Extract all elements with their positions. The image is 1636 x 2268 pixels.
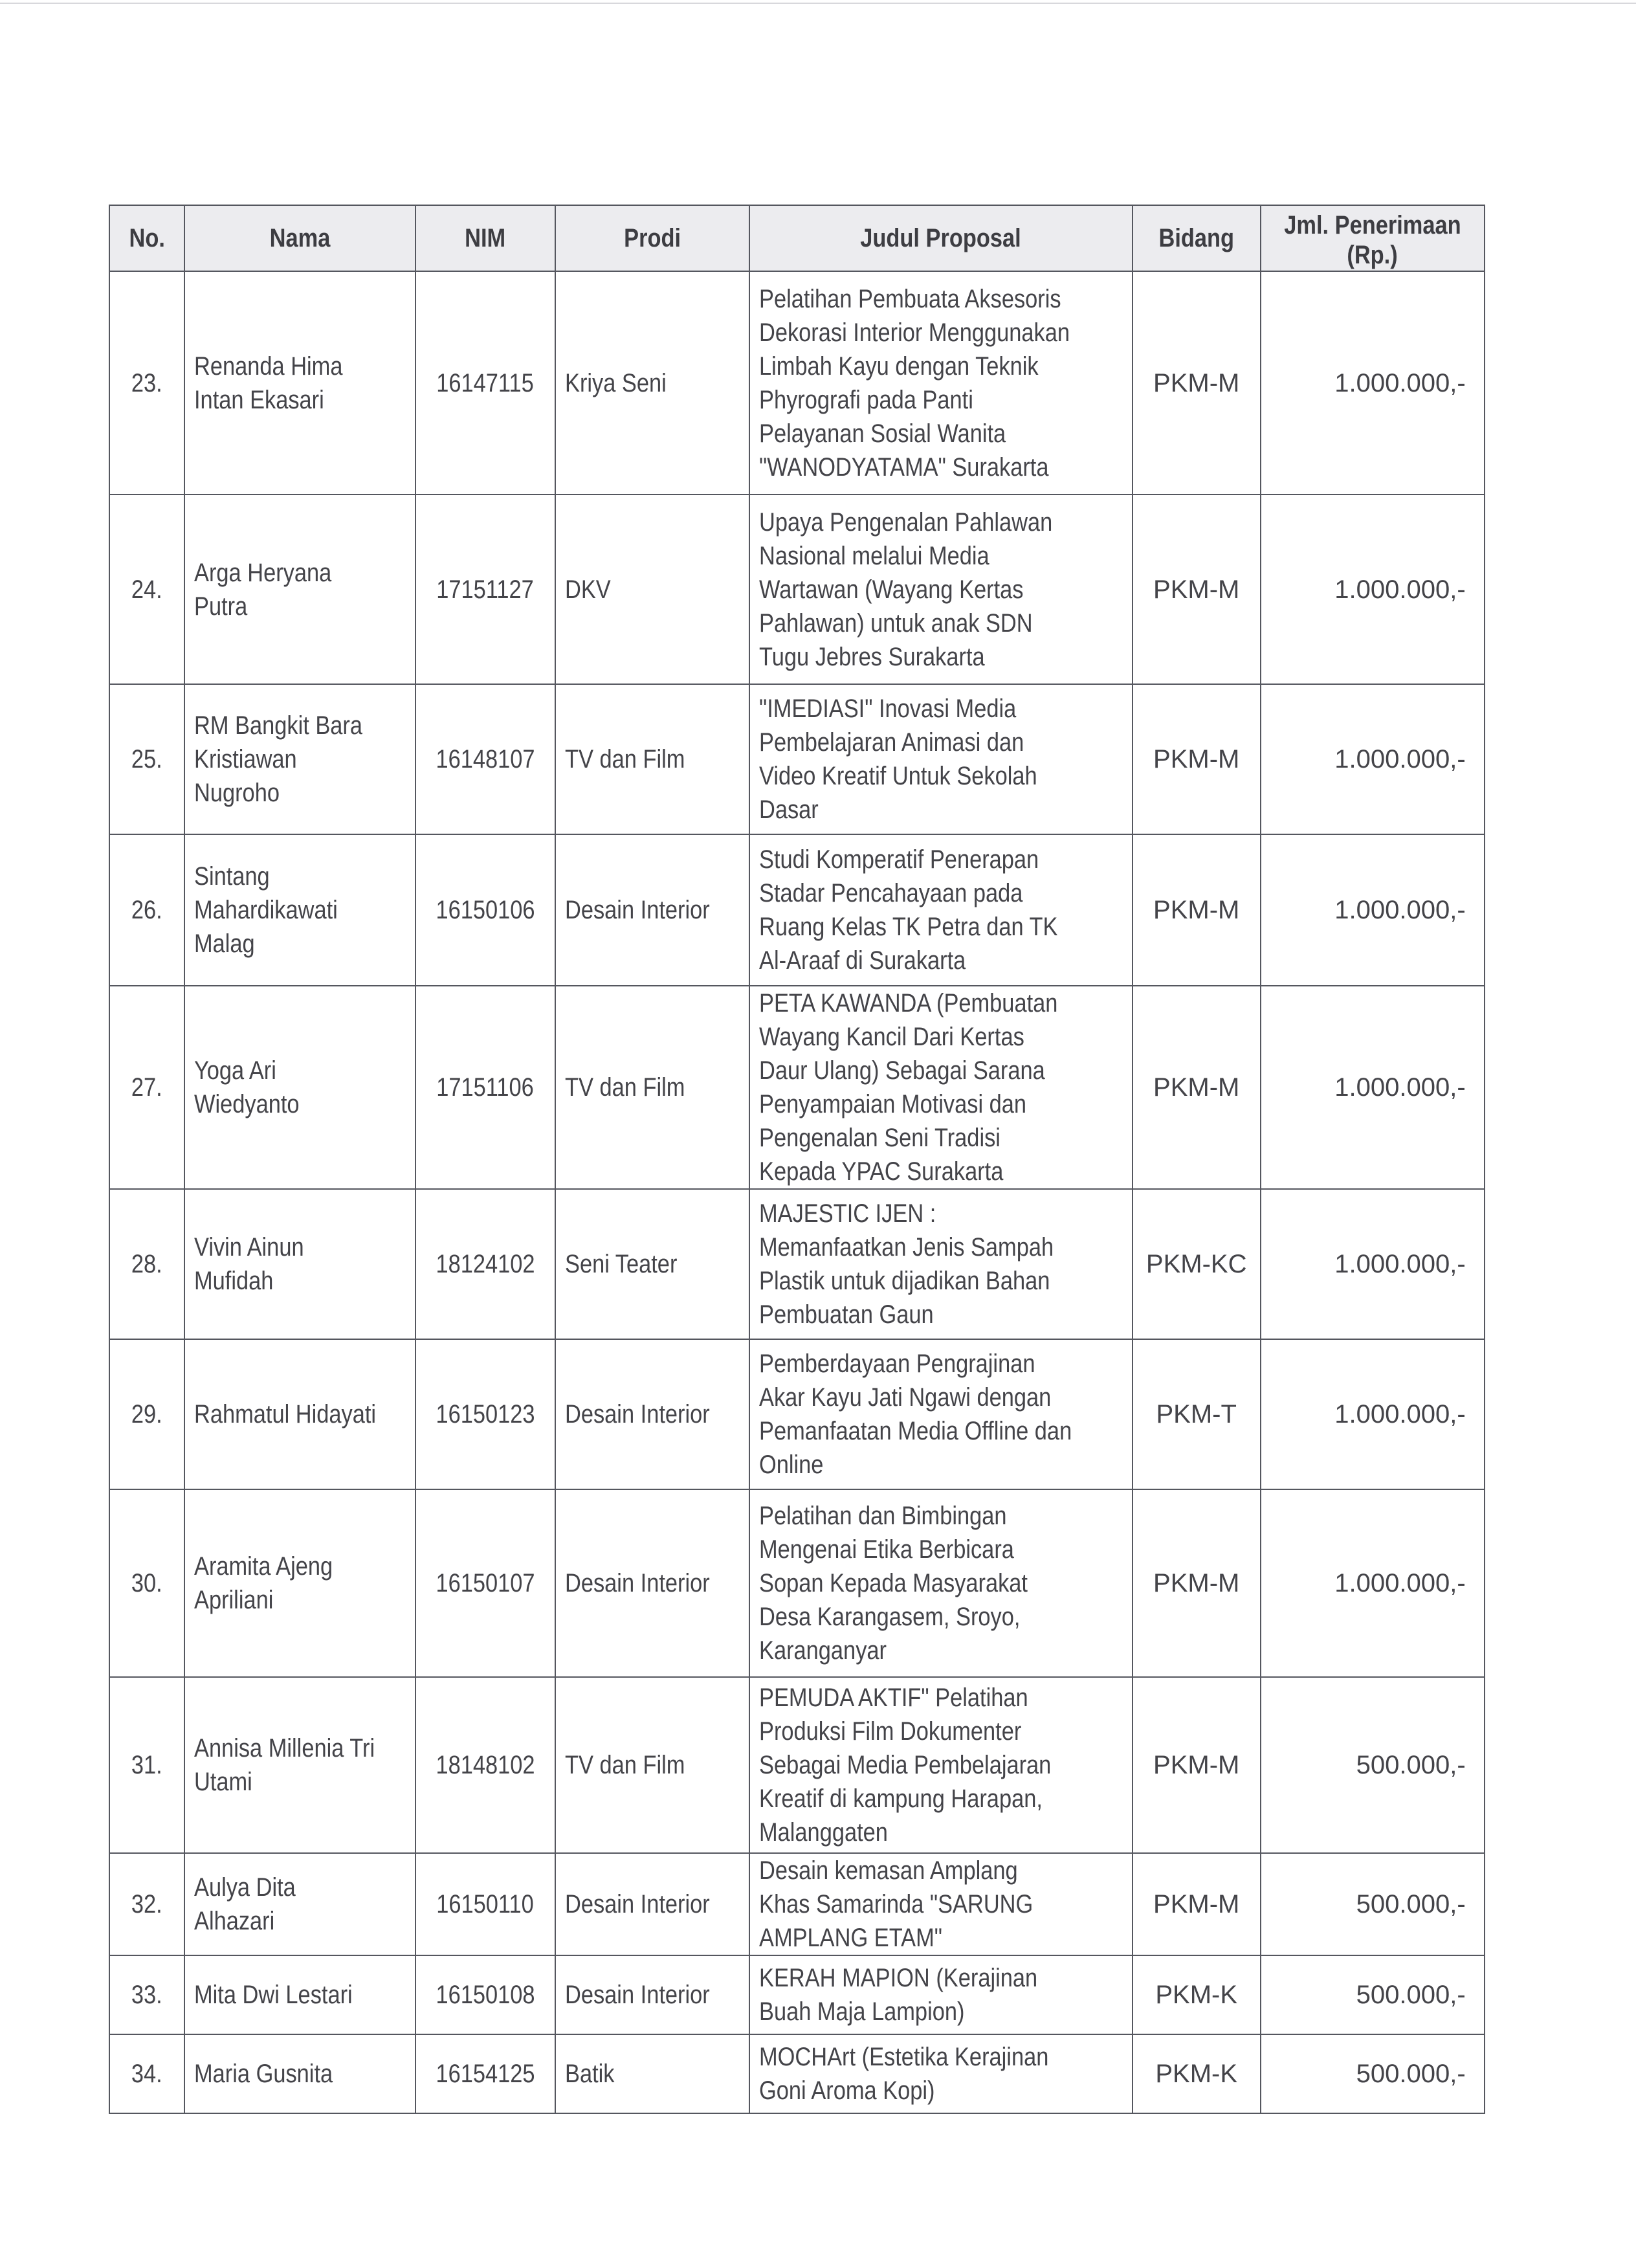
cell-no <box>109 1955 184 2034</box>
cell-no-text: 32. <box>131 1890 162 1918</box>
cell-no <box>109 1489 184 1677</box>
cell-jml-penerimaan <box>1261 1853 1485 1955</box>
table-row <box>109 1955 1485 2034</box>
cell-prodi <box>555 834 749 986</box>
cell-jml-penerimaan-text: 1.000.000,- <box>1334 745 1466 773</box>
cell-no <box>109 1339 184 1489</box>
cell-jml-penerimaan-text: 500.000,- <box>1356 1981 1466 2009</box>
cell-prodi-text: TV dan Film <box>564 1073 685 1102</box>
cell-judul-proposal-line: Desa Karangasem, Sroyo, <box>758 1603 1021 1631</box>
cell-judul-proposal <box>749 986 1133 1189</box>
cell-bidang-text: PKM-T <box>1156 1400 1237 1429</box>
cell-bidang-text: PKM-M <box>1153 575 1240 604</box>
cell-no <box>109 495 184 684</box>
cell-judul-proposal-line: Pembelajaran Animasi dan <box>758 728 1024 757</box>
cell-nim <box>415 1489 555 1677</box>
table-row <box>109 1853 1485 1955</box>
cell-bidang <box>1133 1189 1261 1339</box>
cell-nama-line: Nugroho <box>194 779 280 807</box>
cell-prodi <box>555 1677 749 1853</box>
cell-jml-penerimaan <box>1261 1955 1485 2034</box>
cell-nama-line: RM Bangkit Bara <box>194 711 363 740</box>
cell-jml-penerimaan <box>1261 684 1485 834</box>
cell-jml-penerimaan <box>1261 495 1485 684</box>
cell-nama <box>184 1677 415 1853</box>
cell-prodi-text: Desain Interior <box>564 1569 710 1597</box>
cell-judul-proposal-line: Video Kreatif Untuk Sekolah <box>758 762 1037 790</box>
cell-judul-proposal-line: MOCHArt (Estetika Kerajinan <box>758 2043 1049 2071</box>
cell-nama-line: Vivin Ainun <box>194 1233 304 1262</box>
cell-no <box>109 271 184 495</box>
cell-nama <box>184 1189 415 1339</box>
cell-bidang-text: PKM-M <box>1153 1890 1240 1918</box>
cell-judul-proposal-line: Pemberdayaan Pengrajinan <box>758 1350 1035 1378</box>
cell-bidang-text: PKM-M <box>1153 745 1240 773</box>
cell-nim <box>415 1955 555 2034</box>
cell-judul-proposal <box>749 1955 1133 2034</box>
cell-prodi <box>555 1339 749 1489</box>
cell-prodi-text: TV dan Film <box>564 745 685 773</box>
cell-prodi <box>555 1189 749 1339</box>
cell-prodi-text: Kriya Seni <box>564 368 667 397</box>
cell-nim <box>415 986 555 1189</box>
cell-judul-proposal-line: "WANODYATAMA" Surakarta <box>758 452 1049 482</box>
cell-nim <box>415 495 555 684</box>
cell-nim-text: 18124102 <box>436 1250 535 1278</box>
header-nama: Nama <box>184 205 415 271</box>
cell-nim-text: 16150107 <box>436 1569 535 1597</box>
header-bidang: Bidang <box>1133 205 1261 271</box>
header-jml-penerimaan: Jml. Penerimaan (Rp.) <box>1261 205 1485 271</box>
cell-nama <box>184 495 415 684</box>
cell-prodi-text: Desain Interior <box>564 1400 710 1429</box>
cell-bidang <box>1133 1339 1261 1489</box>
cell-jml-penerimaan-text: 500.000,- <box>1356 1751 1466 1779</box>
cell-nim <box>415 1189 555 1339</box>
cell-bidang <box>1133 1677 1261 1853</box>
cell-jml-penerimaan-text: 500.000,- <box>1356 2060 1466 2088</box>
cell-nim <box>415 271 555 495</box>
cell-nim <box>415 1677 555 1853</box>
cell-nama-line: Yoga Ari <box>194 1056 276 1085</box>
cell-bidang <box>1133 684 1261 834</box>
cell-nim <box>415 1339 555 1489</box>
cell-no-text: 29. <box>131 1400 162 1429</box>
cell-judul-proposal <box>749 2034 1133 2113</box>
cell-prodi <box>555 1853 749 1955</box>
cell-nama-line: Arga Heryana <box>194 558 332 587</box>
cell-no <box>109 684 184 834</box>
cell-judul-proposal <box>749 1189 1133 1339</box>
table-row <box>109 271 1485 495</box>
cell-judul-proposal-line: Pembuatan Gaun <box>758 1300 934 1329</box>
cell-judul-proposal-line: Pahlawan) untuk anak SDN <box>758 608 1033 638</box>
cell-no-text: 24. <box>131 575 162 604</box>
cell-judul-proposal-line: Dekorasi Interior Menggunakan <box>758 318 1070 347</box>
cell-nama-line: Rahmatul Hidayati <box>194 1400 377 1429</box>
cell-prodi <box>555 495 749 684</box>
cell-prodi-text: Desain Interior <box>564 1981 710 2009</box>
cell-judul-proposal-line: Buah Maja Lampion) <box>758 1997 965 2026</box>
table-header-row <box>109 205 1485 271</box>
cell-bidang <box>1133 271 1261 495</box>
cell-bidang-text: PKM-K <box>1155 1981 1238 2009</box>
cell-judul-proposal-line: Phyrografi pada Panti <box>758 385 973 414</box>
cell-no-text: 31. <box>131 1751 162 1779</box>
cell-prodi <box>555 684 749 834</box>
cell-nama-line: Alhazari <box>194 1907 275 1935</box>
cell-nama <box>184 1853 415 1955</box>
cell-judul-proposal <box>749 1489 1133 1677</box>
cell-jml-penerimaan <box>1261 986 1485 1189</box>
cell-nim-text: 16150108 <box>436 1981 535 2009</box>
cell-jml-penerimaan <box>1261 2034 1485 2113</box>
cell-nim-text: 17151106 <box>436 1073 535 1102</box>
cell-no-text: 23. <box>131 368 162 397</box>
cell-judul-proposal <box>749 495 1133 684</box>
cell-judul-proposal-line: Karanganyar <box>758 1636 887 1665</box>
cell-judul-proposal-line: Penyampaian Motivasi dan <box>758 1090 1026 1118</box>
cell-jml-penerimaan <box>1261 271 1485 495</box>
cell-judul-proposal <box>749 684 1133 834</box>
cell-nama-line: Mufidah <box>194 1267 274 1295</box>
cell-nama-line: Renanda Hima <box>194 351 343 381</box>
table-row <box>109 2034 1485 2113</box>
cell-prodi <box>555 2034 749 2113</box>
cell-nama-line: Putra <box>194 592 248 621</box>
cell-judul-proposal-line: Al-Araaf di Surakarta <box>758 946 966 975</box>
cell-no <box>109 834 184 986</box>
cell-no-text: 30. <box>131 1569 162 1597</box>
cell-no <box>109 1853 184 1955</box>
cell-nama <box>184 684 415 834</box>
cell-bidang-text: PKM-KC <box>1145 1250 1247 1278</box>
cell-jml-penerimaan-text: 1.000.000,- <box>1334 1073 1466 1102</box>
cell-judul-proposal-line: Khas Samarinda "SARUNG <box>758 1890 1034 1918</box>
cell-jml-penerimaan <box>1261 834 1485 986</box>
cell-nama-line: Mita Dwi Lestari <box>194 1981 353 2009</box>
cell-judul-proposal-line: Pelayanan Sosial Wanita <box>758 419 1006 448</box>
cell-judul-proposal <box>749 1339 1133 1489</box>
cell-judul-proposal-line: MAJESTIC IJEN : <box>758 1199 936 1228</box>
cell-bidang <box>1133 1955 1261 2034</box>
cell-nim-text: 16148107 <box>436 745 535 773</box>
table-body <box>109 271 1485 2113</box>
cell-prodi <box>555 1955 749 2034</box>
cell-judul-proposal <box>749 271 1133 495</box>
table-row <box>109 1189 1485 1339</box>
cell-judul-proposal-line: Pelatihan Pembuata Aksesoris <box>758 284 1061 313</box>
page-top-edge <box>0 3 1636 4</box>
cell-nama-line: Aulya Dita <box>194 1873 296 1902</box>
cell-nim-text: 16150110 <box>436 1890 535 1918</box>
cell-nama <box>184 986 415 1189</box>
cell-judul-proposal-line: Produksi Film Dokumenter <box>758 1717 1022 1746</box>
cell-nim-text: 16150123 <box>436 1400 535 1429</box>
cell-nama-line: Annisa Millenia Tri <box>194 1734 375 1762</box>
cell-jml-penerimaan <box>1261 1489 1485 1677</box>
cell-judul-proposal-line: Sopan Kepada Masyarakat <box>758 1569 1028 1597</box>
header-judul-proposal: Judul Proposal <box>749 205 1133 271</box>
cell-no-text: 33. <box>131 1981 162 2009</box>
cell-no-text: 27. <box>131 1073 162 1102</box>
cell-nim-text: 16154125 <box>436 2060 535 2088</box>
table-row <box>109 1677 1485 1853</box>
cell-bidang <box>1133 495 1261 684</box>
cell-bidang <box>1133 986 1261 1189</box>
cell-prodi <box>555 271 749 495</box>
cell-nim-text: 17151127 <box>436 575 535 604</box>
table-row <box>109 834 1485 986</box>
cell-judul-proposal-line: Ruang Kelas TK Petra dan TK <box>758 913 1058 941</box>
header-no: No. <box>109 205 184 271</box>
cell-judul-proposal-line: Daur Ulang) Sebagai Sarana <box>758 1056 1045 1085</box>
cell-judul-proposal-line: Dasar <box>758 795 819 824</box>
cell-nama-line: Kristiawan <box>194 745 297 773</box>
cell-nama-line: Wiedyanto <box>194 1090 300 1118</box>
cell-jml-penerimaan-text: 1.000.000,- <box>1334 1569 1466 1597</box>
cell-nama-line: Mahardikawati <box>194 896 338 924</box>
cell-no-text: 34. <box>131 2060 162 2088</box>
cell-no <box>109 1677 184 1853</box>
cell-judul-proposal <box>749 834 1133 986</box>
cell-jml-penerimaan-text: 1.000.000,- <box>1334 896 1466 924</box>
cell-judul-proposal-line: PETA KAWANDA (Pembuatan <box>758 989 1058 1017</box>
cell-nama <box>184 2034 415 2113</box>
cell-nama-line: Apriliani <box>194 1586 274 1614</box>
cell-nama <box>184 1489 415 1677</box>
cell-jml-penerimaan-text: 500.000,- <box>1356 1890 1466 1918</box>
cell-bidang-text: PKM-K <box>1155 2060 1238 2088</box>
table-row <box>109 1339 1485 1489</box>
cell-jml-penerimaan-text: 1.000.000,- <box>1334 368 1466 397</box>
cell-judul-proposal-line: Plastik untuk dijadikan Bahan <box>758 1267 1050 1295</box>
cell-no-text: 28. <box>131 1250 162 1278</box>
cell-bidang-text: PKM-M <box>1153 1751 1240 1779</box>
cell-nama-line: Utami <box>194 1768 252 1796</box>
cell-nim <box>415 2034 555 2113</box>
cell-prodi-text: DKV <box>564 575 611 604</box>
cell-nim-text: 16147115 <box>436 368 535 397</box>
cell-bidang <box>1133 1489 1261 1677</box>
cell-judul-proposal-line: Nasional melalui Media <box>758 541 989 570</box>
funding-recipients-table <box>109 205 1485 2114</box>
cell-jml-penerimaan-text: 1.000.000,- <box>1334 575 1466 604</box>
cell-jml-penerimaan <box>1261 1189 1485 1339</box>
cell-nama-line: Sintang <box>194 862 270 891</box>
table-row <box>109 986 1485 1189</box>
cell-judul-proposal-line: Pengenalan Seni Tradisi <box>758 1124 1000 1152</box>
header-prodi: Prodi <box>555 205 749 271</box>
cell-judul-proposal-line: Akar Kayu Jati Ngawi dengan <box>758 1383 1052 1412</box>
table-row <box>109 684 1485 834</box>
cell-judul-proposal-line: "IMEDIASI" Inovasi Media <box>758 695 1017 723</box>
table-row <box>109 1489 1485 1677</box>
cell-nama <box>184 1339 415 1489</box>
cell-nim <box>415 834 555 986</box>
cell-prodi-text: Seni Teater <box>564 1250 678 1278</box>
cell-judul-proposal-line: Stadar Pencahayaan pada <box>758 879 1023 907</box>
cell-no-text: 25. <box>131 745 162 773</box>
cell-jml-penerimaan <box>1261 1339 1485 1489</box>
cell-judul-proposal-line: Limbah Kayu dengan Teknik <box>758 351 1039 381</box>
cell-no <box>109 1189 184 1339</box>
cell-nama-line: Maria Gusnita <box>194 2060 333 2088</box>
cell-judul-proposal-line: Pelatihan dan Bimbingan <box>758 1502 1007 1530</box>
table-row <box>109 495 1485 684</box>
cell-no-text: 26. <box>131 896 162 924</box>
cell-bidang-text: PKM-M <box>1153 1569 1240 1597</box>
cell-jml-penerimaan-text: 1.000.000,- <box>1334 1400 1466 1429</box>
cell-nim <box>415 684 555 834</box>
cell-prodi-text: Desain Interior <box>564 1890 710 1918</box>
cell-judul-proposal-line: Sebagai Media Pembelajaran <box>758 1751 1052 1779</box>
header-nim: NIM <box>415 205 555 271</box>
cell-nama <box>184 271 415 495</box>
cell-no <box>109 986 184 1189</box>
cell-nim-text: 18148102 <box>436 1751 535 1779</box>
cell-nama <box>184 1955 415 2034</box>
cell-prodi-text: TV dan Film <box>564 1751 685 1779</box>
cell-jml-penerimaan-text: 1.000.000,- <box>1334 1250 1466 1278</box>
cell-judul-proposal-line: Kreatif di kampung Harapan, <box>758 1784 1043 1813</box>
cell-judul-proposal-line: Malanggaten <box>758 1818 888 1847</box>
cell-prodi <box>555 986 749 1189</box>
cell-bidang-text: PKM-M <box>1153 896 1240 924</box>
cell-judul-proposal-line: Pemanfaatan Media Offline dan <box>758 1417 1072 1445</box>
cell-judul-proposal <box>749 1677 1133 1853</box>
cell-judul-proposal-line: Wartawan (Wayang Kertas <box>758 575 1024 604</box>
cell-judul-proposal-line: Upaya Pengenalan Pahlawan <box>758 507 1053 537</box>
cell-bidang <box>1133 834 1261 986</box>
cell-judul-proposal-line: Goni Aroma Kopi) <box>758 2076 935 2105</box>
cell-judul-proposal-line: Mengenai Etika Berbicara <box>758 1535 1014 1564</box>
cell-jml-penerimaan <box>1261 1677 1485 1853</box>
cell-bidang <box>1133 2034 1261 2113</box>
cell-nama-line: Aramita Ajeng <box>194 1552 333 1581</box>
cell-nama-line: Malag <box>194 929 255 958</box>
cell-judul-proposal-line: Kepada YPAC Surakarta <box>758 1157 1004 1186</box>
cell-bidang-text: PKM-M <box>1153 368 1240 397</box>
cell-no <box>109 2034 184 2113</box>
cell-nim <box>415 1853 555 1955</box>
cell-judul-proposal-line: Desain kemasan Amplang <box>758 1856 1018 1885</box>
cell-bidang <box>1133 1853 1261 1955</box>
cell-judul-proposal-line: PEMUDA AKTIF" Pelatihan <box>758 1684 1028 1712</box>
cell-nama-line: Intan Ekasari <box>194 385 324 414</box>
cell-prodi <box>555 1489 749 1677</box>
cell-nim-text: 16150106 <box>436 896 535 924</box>
cell-judul-proposal-line: KERAH MAPION (Kerajinan <box>758 1964 1037 1992</box>
cell-judul-proposal-line: AMPLANG ETAM" <box>758 1924 942 1952</box>
cell-judul-proposal-line: Tugu Jebres Surakarta <box>758 642 985 671</box>
cell-judul-proposal <box>749 1853 1133 1955</box>
cell-judul-proposal-line: Wayang Kancil Dari Kertas <box>758 1023 1024 1051</box>
cell-nama <box>184 834 415 986</box>
cell-prodi-text: Batik <box>564 2060 615 2088</box>
cell-judul-proposal-line: Online <box>758 1451 824 1479</box>
cell-judul-proposal-line: Studi Komperatif Penerapan <box>758 845 1039 874</box>
cell-prodi-text: Desain Interior <box>564 896 710 924</box>
cell-judul-proposal-line: Memanfaatkan Jenis Sampah <box>758 1233 1054 1262</box>
cell-bidang-text: PKM-M <box>1153 1073 1240 1102</box>
